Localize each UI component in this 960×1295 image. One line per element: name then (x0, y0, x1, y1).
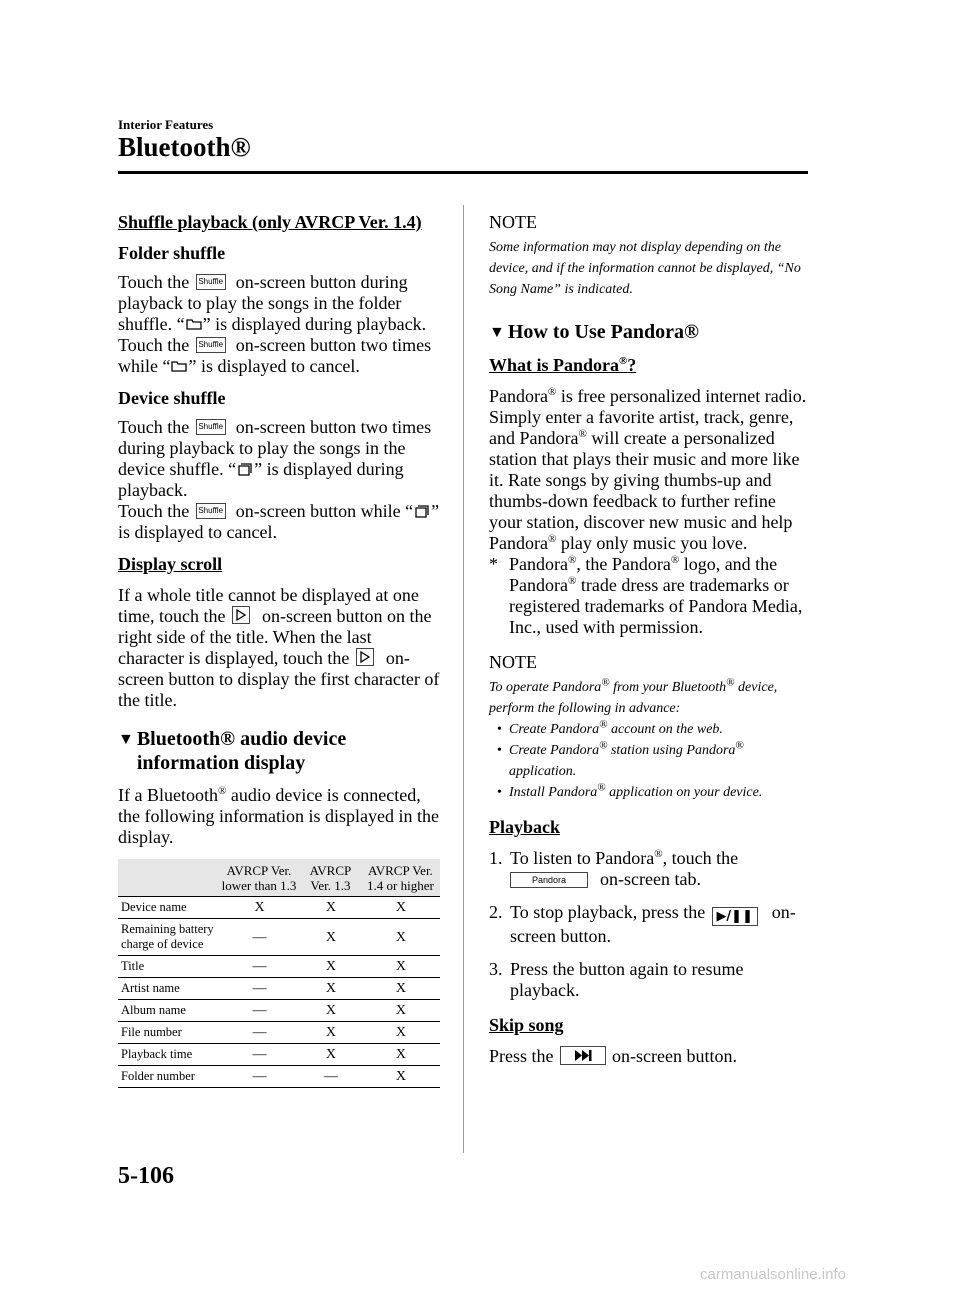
column-divider (463, 205, 464, 1153)
device-shuffle-heading: Device shuffle (118, 388, 226, 408)
skip-song-heading: Skip song (489, 1015, 564, 1035)
table-header-cell: AVRCP Ver. lower than 1.3 (218, 859, 300, 897)
note-text: Some information may not display depending on the device, and if the information cannot be displayed, “No Song Name” is indicated. (489, 240, 801, 297)
note-bullet-list (489, 719, 811, 803)
shuffle-button-icon: Shuffle (196, 337, 226, 353)
table-row: Playback time ― X X (118, 1044, 440, 1066)
list-item: 1. To listen to Pandora®, touch the Pandora on-screen tab. (489, 848, 739, 889)
chapter-title: Bluetooth® (118, 132, 251, 162)
table-row: Folder number ― ― X (118, 1066, 440, 1088)
display-scroll-text: If a whole title cannot be displayed at one time, touch the on-screen button on the right side of the title. When the last character is displayed, touch the on-screen button to display the first character of the title. (118, 585, 440, 710)
avrcp-info-table (118, 859, 440, 1088)
shuffle-button-icon: Shuffle (196, 503, 226, 519)
skip-song-text: Press the on-screen button. (489, 1046, 737, 1066)
shuffle-button-icon: Shuffle (196, 419, 226, 435)
pandora-tab-icon: Pandora (510, 872, 588, 888)
table-row: Title ― X X (118, 956, 440, 978)
scroll-arrow-icon (356, 648, 374, 666)
device-shuffle-icon (236, 462, 254, 476)
table-header-cell: AVRCP Ver. 1.3 (300, 859, 361, 897)
left-column (118, 212, 440, 1088)
folder-shuffle-icon (185, 317, 203, 331)
note-text: To operate Pandora® from your Bluetooth® device, perform the following in advance: (489, 676, 778, 716)
list-item: • Create Pandora® account on the web. (489, 719, 811, 740)
table-row: Artist name ― X X (118, 978, 440, 1000)
section-label: Interior Features (118, 117, 214, 132)
table-row: Device name X X X (118, 897, 440, 919)
pandora-heading: ▼ How to Use Pandora® (489, 321, 699, 343)
shuffle-button-icon: Shuffle (196, 274, 226, 290)
triangle-marker-icon: ▼ (118, 731, 134, 748)
playback-steps (489, 848, 811, 1001)
list-item: 3. Press the button again to resume playback. (489, 959, 744, 1000)
list-item: • Install Pandora® application on your device. (489, 782, 811, 803)
folder-shuffle-icon (170, 359, 188, 373)
shuffle-playback-heading: Shuffle playback (only AVRCP Ver. 1.4) (118, 212, 422, 232)
table-header-cell: AVRCP Ver. 1.4 or higher (361, 859, 440, 897)
scroll-arrow-icon (232, 606, 250, 624)
folder-shuffle-heading: Folder shuffle (118, 243, 226, 263)
what-is-pandora-text: Pandora® is free personalized internet radio. Simply enter a favorite artist, track, genre, and Pandora® will create a personalized station that plays their music and more like it. Rate songs by giving thumbs-up and thumbs-down feedback to further refine your station, discover new music and help Pandora® play only music you love. (489, 386, 807, 553)
play-pause-icon: ▶/❚❚ (712, 907, 758, 926)
header-rule (118, 171, 808, 174)
page-number: 5-106 (118, 1163, 174, 1189)
table-row: File number ― X X (118, 1022, 440, 1044)
table-row: Remaining battery charge of device ― X X (118, 919, 440, 956)
note-label: NOTE (489, 212, 537, 232)
what-is-pandora-heading: What is Pandora®? (489, 355, 637, 375)
table-header-row (118, 859, 440, 897)
playback-heading: Playback (489, 817, 561, 837)
display-scroll-heading: Display scroll (118, 554, 223, 574)
watermark: carmanualsonline.info (700, 1266, 846, 1283)
right-column (489, 212, 811, 1078)
skip-forward-icon (560, 1046, 606, 1065)
audio-info-text: If a Bluetooth® audio device is connected, the following information is displayed in the display. (118, 785, 439, 847)
triangle-marker-icon: ▼ (489, 324, 505, 341)
trademark-footnote: * Pandora®, the Pandora® logo, and the Pandora® trade dress are trademarks or registered trademarks of Pandora Media, Inc., used with permission. (489, 554, 803, 637)
list-item: 2. To stop playback, press the ▶/❚❚ on-screen button. (489, 902, 796, 946)
device-shuffle-text: Touch the Shuffle on-screen button two times during playback to play the songs in the device shuffle. “ ” is displayed during playback. Touch the Shuffle on-screen button while “ ” is displayed to cancel. (118, 417, 440, 542)
table-row: Album name ― X X (118, 1000, 440, 1022)
table-header-cell (118, 859, 218, 897)
list-item: • Create Pandora® station using Pandora® application. (489, 740, 811, 782)
note-label: NOTE (489, 652, 537, 672)
folder-shuffle-text: Touch the Shuffle on-screen button during playback to play the songs in the folder shuffle. “ ” is displayed during playback. Touch the Shuffle on-screen button two times while “ ” is displayed to cancel. (118, 272, 432, 376)
audio-info-heading: ▼ Bluetooth® audio device information display (118, 728, 347, 774)
device-shuffle-icon (413, 504, 431, 518)
